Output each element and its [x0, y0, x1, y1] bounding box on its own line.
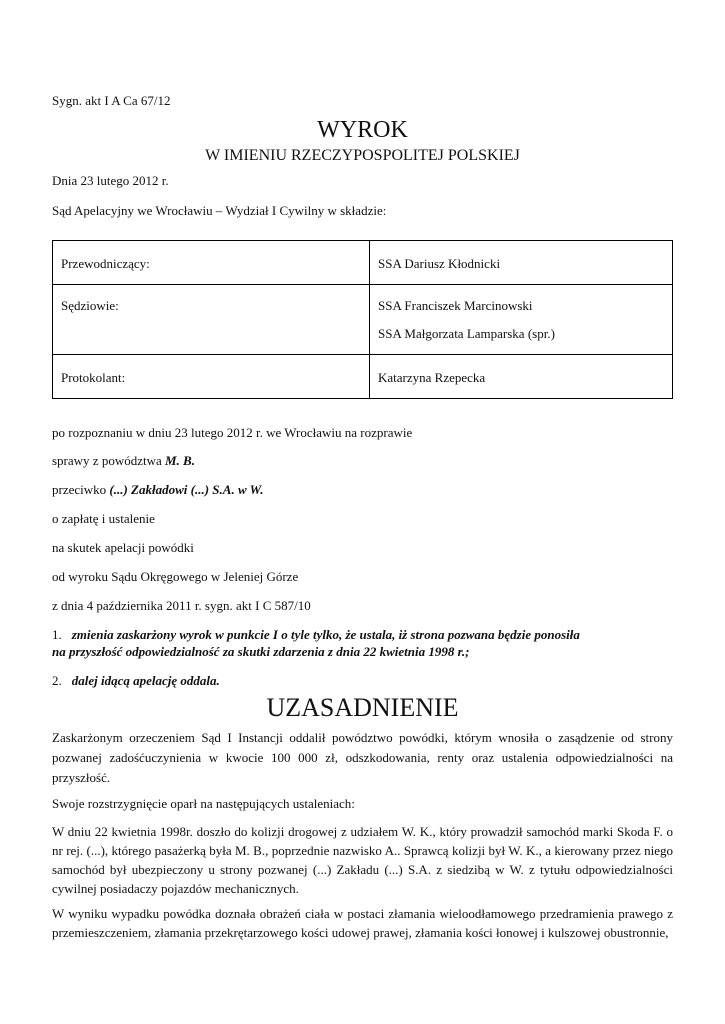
plaintiff-name: M. B.: [165, 453, 195, 468]
justification-paragraph-1: Zaskarżonym orzeczeniem Sąd I Instancji oddalił powództwo powódki, którym wnosiła o zasądzenie od strony pozwanej zadośćuczynienia w kwocie 100 000 zł, odszkodowania, renty oraz ustalenia odpowiedzialności na przyszłość.: [52, 730, 673, 785]
role-label: Protokolant:: [61, 370, 126, 385]
ruling-item-number: 1.: [52, 627, 62, 642]
table-row: [53, 285, 673, 355]
case-number: Sygn. akt I A Ca 67/12: [52, 93, 171, 108]
justification-paragraph-3: W dniu 22 kwietnia 1998r. doszło do kolizji drogowej z udziałem W. K., który prowadził samochód marki Skoda F. o nr rej. (...), którego pasażerką była M. B., poprzednie nazwisko A.. Sprawcą kolizji był W. K., a kierowany przez niego samochód był ubezpieczony u strony pozwanej (...) Zakładu (...) S.A. z siedzibą w W. z tytułu odpowiedzialności cywilnej posiadaczy pojazdów mechanicznych.: [52, 824, 673, 896]
ruling-item-number: 2.: [52, 673, 62, 688]
names-cell: [370, 355, 673, 399]
role-cell: [53, 355, 370, 399]
proceedings-line: po rozpoznaniu w dniu 23 lutego 2012 r. we Wrocławiu na rozprawie: [52, 425, 413, 440]
document-title: WYROK: [317, 117, 408, 143]
role-label: Sędziowie:: [61, 298, 119, 313]
judge-name: SSA Dariusz Kłodnicki: [378, 256, 501, 271]
ruling-item-text: dalej idącą apelację oddala.: [71, 673, 220, 688]
defendant-prefix: przeciwko: [52, 482, 110, 497]
names-cell: [370, 285, 673, 355]
court-composition-table: [52, 240, 673, 399]
document-subtitle: W IMIENIU RZECZYPOSPOLITEJ POLSKIEJ: [205, 147, 520, 164]
role-cell: [53, 241, 370, 285]
judge-name: SSA Franciszek Marcinowski: [378, 298, 533, 313]
justification-paragraph-4: W wyniku wypadku powódka doznała obrażeń ciała w postaci złamania wieloodłamowego przedramienia prawego z przemieszczeniem, złamania przekrętarzowego kości udowej prawej, złamania kości łonowej i kulszowej obustronnie,: [52, 906, 673, 940]
lower-court-date-line: z dnia 4 października 2011 r. sygn. akt I C 587/10: [52, 598, 311, 613]
defendant-name: (...) Zakładowi (...) S.A. w W.: [109, 482, 264, 497]
ruling-item-2: [52, 672, 220, 689]
plaintiff-line: [52, 452, 195, 469]
claim-line: o zapłatę i ustalenie: [52, 511, 155, 526]
justification-paragraph-2: Swoje rozstrzygnięcie oparł na następujących ustaleniach:: [52, 796, 355, 811]
appeal-line: na skutek apelacji powódki: [52, 540, 194, 555]
lower-court-line: od wyroku Sądu Okręgowego w Jeleniej Górze: [52, 569, 299, 584]
table-row: [53, 241, 673, 285]
ruling-item-1-line-2: na przyszłość odpowiedzialność za skutki zdarzenia z dnia 22 kwietnia 1998 r.;: [52, 644, 470, 659]
justification-heading: UZASADNIENIE: [266, 693, 459, 722]
ruling-item-1-line-1: [52, 626, 580, 643]
role-cell: [53, 285, 370, 355]
table-row: [53, 355, 673, 399]
defendant-line: [52, 481, 263, 498]
ruling-item-text: zmienia zaskarżony wyrok w punkcie I o tyle tylko, że ustala, iż strona pozwana będzie ponosiła: [71, 627, 580, 642]
court-line: Sąd Apelacyjny we Wrocławiu – Wydział I Cywilny w składzie:: [52, 203, 387, 218]
role-label: Przewodniczący:: [61, 256, 150, 271]
judge-name: SSA Małgorzata Lamparska (spr.): [378, 326, 555, 341]
plaintiff-prefix: sprawy z powództwa: [52, 453, 165, 468]
clerk-name: Katarzyna Rzepecka: [378, 370, 486, 385]
date-line: Dnia 23 lutego 2012 r.: [52, 173, 169, 188]
names-cell: [370, 241, 673, 285]
